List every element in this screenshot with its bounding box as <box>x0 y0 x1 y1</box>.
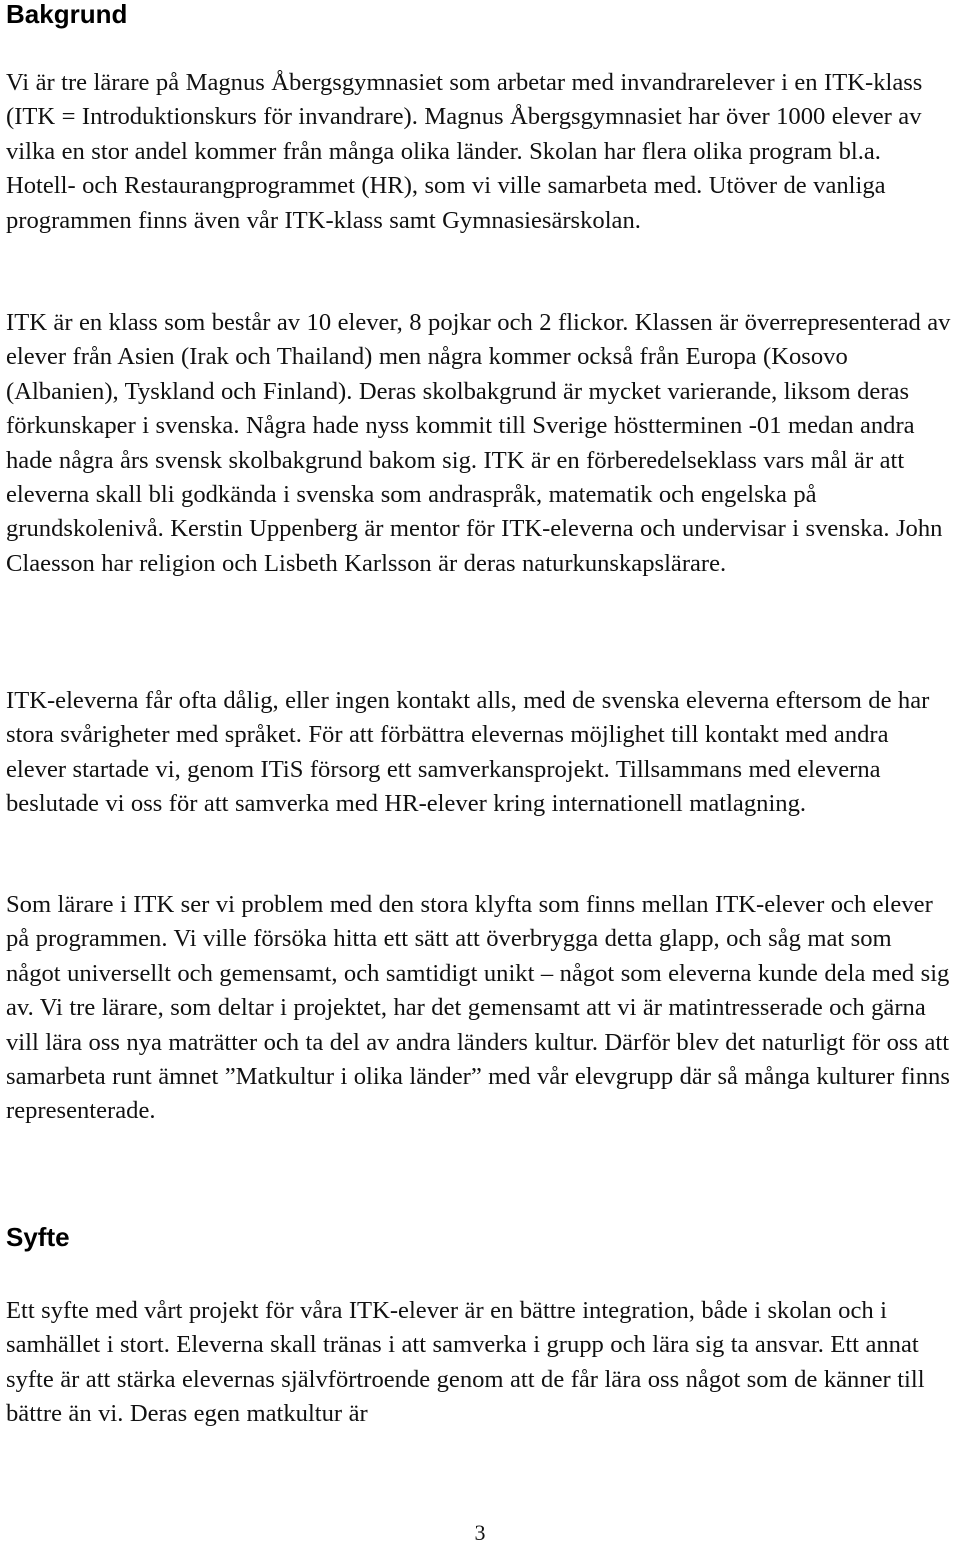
paragraph-bakgrund-intro: Vi är tre lärare på Magnus Åbergsgymnasiet som arbetar med invandrarelever i en ITK-klass (ITK = Introduktionskurs för invandrare). Magnus Åbergsgymnasiet har över 1000 elever av vilka en stor andel kommer från många olika länder. Skolan har flera olika program bl.a. Hotell- och Restaurangprogrammet (HR), som vi ville samarbeta med. Utöver de vanliga programmen finns även vår ITK-klass samt Gymnasiesärskolan. <box>6 69 923 234</box>
paragraph-syfte: Ett syfte med vårt projekt för våra ITK-elever är en bättre integration, både i skolan och i samhället i stort. Eleverna skall tränas i att samverka i grupp och lära sig ta ansvar. Ett annat syfte är att stärka elevernas självförtroende genom att de får lära oss något som de känner till bättre än vi. Deras egen matkultur är <box>6 1297 925 1428</box>
section-heading-syfte: Syfte <box>6 1222 70 1252</box>
page-number: 3 <box>474 1520 486 1545</box>
paragraph-bakgrund-class: ITK är en klass som består av 10 elever, 8 pojkar och 2 flickor. Klassen är överrepresenterad av elever från Asien (Irak och Thailand) men några kommer också från Europa (Kosovo (Albanien), Tyskland och Finland). Deras skolbakgrund är mycket varierande, liksom deras förkunskaper i svenska. Några hade nyss kommit till Sverige höstterminen -01 medan andra hade några års svensk skolbakgrund bakom sig. ITK är en förberedelseklass vars mål är att eleverna skall bli godkända i svenska som andraspråk, matematik och engelska på grundskolenivå. Kerstin Uppenberg är mentor för ITK-eleverna och undervisar i svenska. John Claesson har religion och Lisbeth Karlsson är deras naturkunskapslärare. <box>6 309 951 577</box>
paragraph-bakgrund-contact: ITK-eleverna får ofta dålig, eller ingen kontakt alls, med de svenska eleverna eftersom de har stora svårigheter med språket. För att förbättra elevernas möjlighet till kontakt med andra elever startade vi, genom ITiS försorg ett samverkansprojekt. Tillsammans med eleverna beslutade vi oss för att samverka med HR-elever kring internationell matlagning. <box>6 687 930 818</box>
section-heading-bakgrund: Bakgrund <box>6 0 128 29</box>
paragraph-bakgrund-problem: Som lärare i ITK ser vi problem med den stora klyfta som finns mellan ITK-elever och elever på programmen. Vi ville försöka hitta ett sätt att överbrygga detta glapp, och såg mat som något universellt och gemensamt, och samtidigt unikt – något som eleverna kunde dela med sig av. Vi tre lärare, som deltar i projektet, har det gemensamt att vi är matintresserade och gärna vill lära oss nya maträtter och ta del av andra länders kultur. Därför blev det naturligt för oss att samarbeta runt ämnet ”Matkultur i olika länder” med vår elevgrupp där så många kulturer finns representerade. <box>6 891 950 1125</box>
